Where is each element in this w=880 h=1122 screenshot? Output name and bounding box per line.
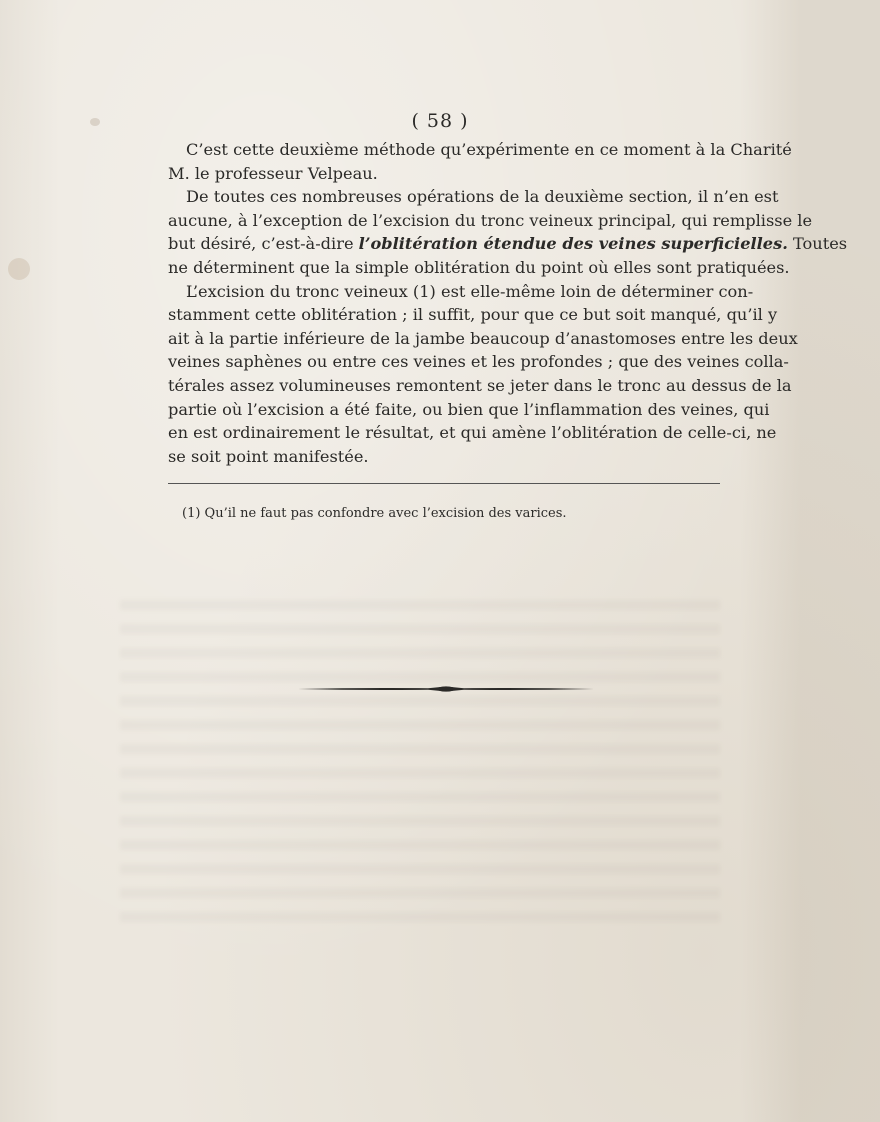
emphasized-text: l’oblitération étendue des veines superficielles. <box>358 234 788 254</box>
text-line: térales assez volumineuses remontent se jeter dans le tronc au dessus de la <box>168 375 792 395</box>
text-line <box>168 232 848 256</box>
text-line: De toutes ces nombreuses opérations de la deuxième section, il n’en est <box>186 187 779 207</box>
text-line: M. le professeur Velpeau. <box>168 163 378 183</box>
footnote: (1) Qu’il ne faut pas confondre avec l’excision des varices. <box>182 506 567 521</box>
text-line: L’excision du tronc veineux (1) est elle-même loin de déterminer con- <box>186 281 754 301</box>
text-line: ait à la partie inférieure de la jambe beaucoup d’anastomoses entre les deux <box>168 328 798 348</box>
page-number: ( 58 ) <box>411 110 469 132</box>
text-line: stamment cette oblitération ; il suffit, pour que ce but soit manqué, qu’il y <box>168 305 778 325</box>
body-text <box>168 138 848 468</box>
text-line: veines saphènes ou entre ces veines et les profondes ; que des veines colla- <box>168 352 789 372</box>
footnote-rule <box>168 483 720 484</box>
ornamental-divider <box>298 682 594 696</box>
text-line: se soit point manifestée. <box>168 446 369 466</box>
paper-stain <box>8 258 30 280</box>
text-line: partie où l’excision a été faite, ou bien que l’inflammation des veines, qui <box>168 399 770 419</box>
text-line: aucune, à l’exception de l’excision du tronc veineux principal, qui remplisse le <box>168 210 813 230</box>
text-line: ne déterminent que la simple oblitération du point où elles sont pratiquées. <box>168 257 790 277</box>
text-segment: Toutes <box>787 234 848 254</box>
text-line: en est ordinairement le résultat, et qui amène l’oblitération de celle-ci, ne <box>168 423 777 443</box>
text-segment: but désiré, c’est-à-dire <box>168 234 359 254</box>
bleed-through-text <box>120 600 720 930</box>
text-line: C’est cette deuxième méthode qu’expérimente en ce moment à la Charité <box>186 140 792 159</box>
